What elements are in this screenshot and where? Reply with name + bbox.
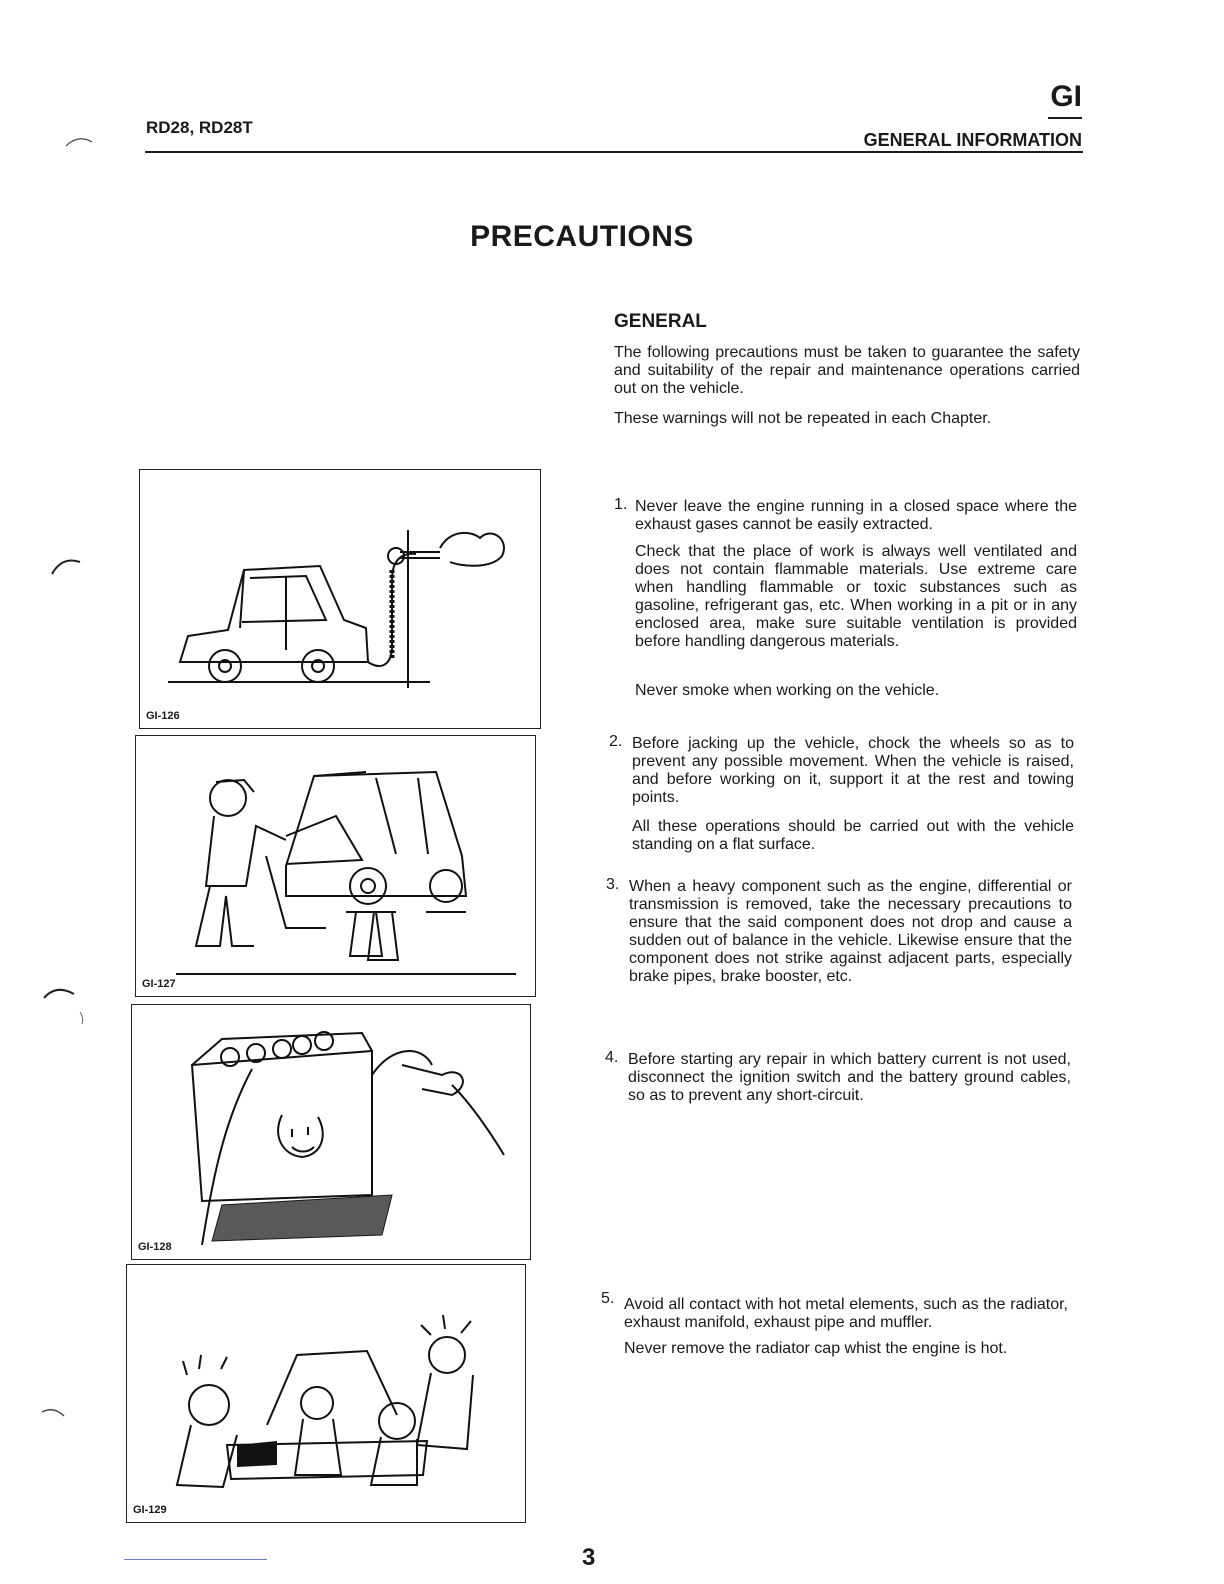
section-title: GENERAL INFORMATION [863,130,1082,150]
item-number: 3. [606,876,620,893]
figure-gi-127 [135,735,536,997]
car-exhaust-extraction-illustration [140,470,540,728]
header-rule [145,151,1083,153]
figure-label: GI-126 [146,710,180,722]
item-2-paragraph-2: All these operations should be carried out with the vehicle standing on a flat surface. [632,818,1074,853]
item-number: 4. [605,1049,619,1066]
item-number: 2. [609,733,623,750]
item-5-paragraph-2: Never remove the radiator cap whist the engine is hot. [624,1340,1008,1357]
general-note: These warnings will not be repeated in each Chapter. [614,410,992,427]
general-heading: GENERAL [614,311,707,332]
figure-label: GI-128 [138,1241,172,1253]
section-code-underline [1048,117,1082,119]
item-number: 5. [601,1290,615,1307]
section-code: GI [1050,80,1082,113]
jacked-car-on-stands-illustration [136,736,535,996]
item-5-paragraph-1: Avoid all contact with hot metal elements, such as the radiator, exhaust manifold, exhaust pipe and muffler. [624,1296,1068,1331]
item-4-paragraph-1: Before starting ary repair in which battery current is not used, disconnect the ignition switch and the battery ground cables, so as to prevent any short-circuit. [628,1051,1071,1104]
battery-disconnect-illustration [132,1005,530,1259]
item-1-paragraph-1: Never leave the engine running in a closed space where the exhaust gases cannot be easily extracted. [635,498,1077,533]
figure-label: GI-129 [133,1504,167,1516]
hot-radiator-burn-illustration [127,1265,525,1522]
general-intro: The following precautions must be taken to guarantee the safety and suitability of the repair and maintenance operations carried out on the vehicle. [614,344,1080,397]
page-title: PRECAUTIONS [470,220,694,253]
item-3-paragraph-1: When a heavy component such as the engine, differential or transmission is removed, take the necessary precautions to ensure that the said component does not drop and cause a sudden out of balance in the vehicle. Likewise ensure that the component does not strike against adjacent parts, especially brake pipes, brake booster, etc. [629,878,1072,985]
figure-label: GI-127 [142,978,176,990]
item-1-paragraph-2: Check that the place of work is always well ventilated and does not contain flammable materials. Use extreme care when handling flammable or toxic substances such as gasoline, refrigerant gas, etc. When working in a pit or in any enclosed area, make sure suitable ventilation is provided before handling dangerous materials. [635,543,1077,650]
footer-rule [124,1559,267,1560]
item-2-paragraph-1: Before jacking up the vehicle, chock the wheels so as to prevent any possible movement. When the vehicle is raised, and before working on it, support it at the rest and towing points. [632,735,1074,806]
item-number: 1. [614,496,628,513]
figure-gi-129 [126,1264,526,1523]
page-number: 3 [582,1544,596,1571]
figure-gi-128 [131,1004,531,1260]
figure-gi-126 [139,469,541,729]
item-1-paragraph-3: Never smoke when working on the vehicle. [635,682,940,699]
header-model: RD28, RD28T [146,118,253,137]
